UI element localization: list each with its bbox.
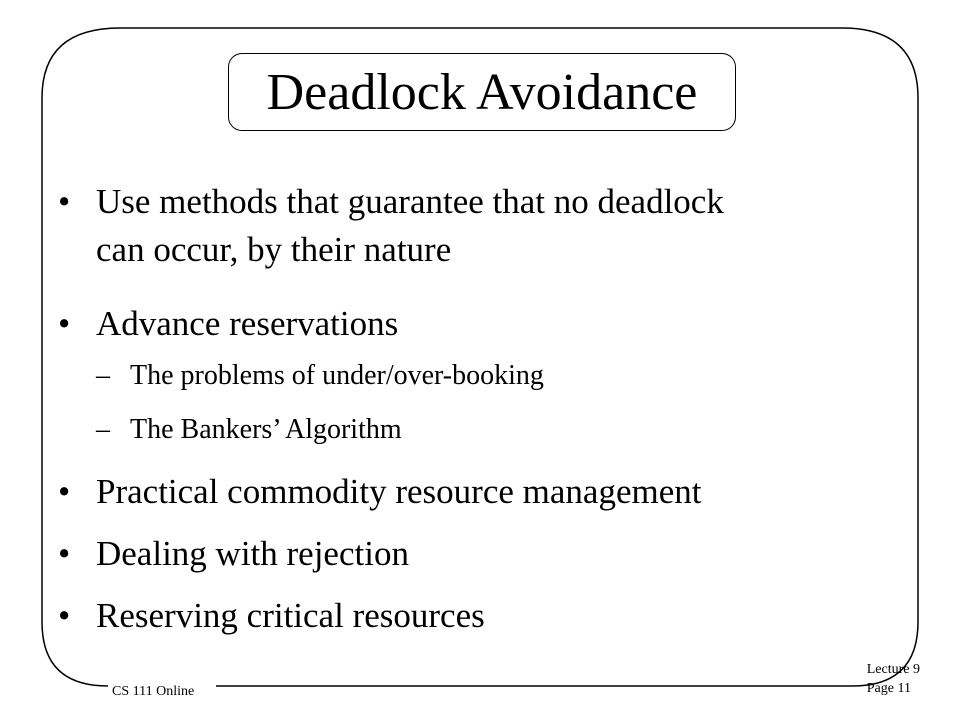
bullet-text: Dealing with rejection (96, 534, 409, 573)
dash-glyph: – (96, 414, 110, 445)
footer-page: Page 11 (866, 681, 911, 696)
bullet-item (58, 468, 878, 516)
bullet-text-continued: can occur, by their nature (96, 230, 452, 269)
bullet-text: Reserving critical resources (96, 596, 485, 635)
title-box (228, 53, 736, 131)
bullet-item (58, 178, 878, 274)
footer-lecture-page (867, 660, 920, 698)
bullet-glyph: • (58, 472, 71, 511)
dash-glyph: – (96, 360, 110, 391)
bullet-glyph: • (58, 304, 71, 343)
sub-bullet-item (58, 358, 878, 394)
bullet-text: Practical commodity resource management (96, 472, 702, 511)
bullet-item (58, 300, 878, 348)
sub-bullet-item (58, 412, 878, 448)
slide-content (58, 178, 878, 640)
bullet-glyph: • (58, 596, 71, 635)
bullet-text: Use methods that guarantee that no deadlock (96, 182, 724, 221)
slide-title: Deadlock Avoidance (266, 64, 698, 121)
bullet-text: Advance reservations (96, 304, 399, 343)
sub-bullet-text: The Bankers’ Algorithm (130, 414, 402, 445)
footer-lecture: Lecture 9 (866, 662, 920, 677)
bullet-glyph: • (58, 182, 71, 221)
bullet-item (58, 530, 878, 578)
footer-course: CS 111 Online (112, 684, 195, 699)
sub-bullet-text: The problems of under/over-booking (130, 360, 544, 391)
bullet-item (58, 592, 878, 640)
bullet-glyph: • (58, 534, 71, 573)
